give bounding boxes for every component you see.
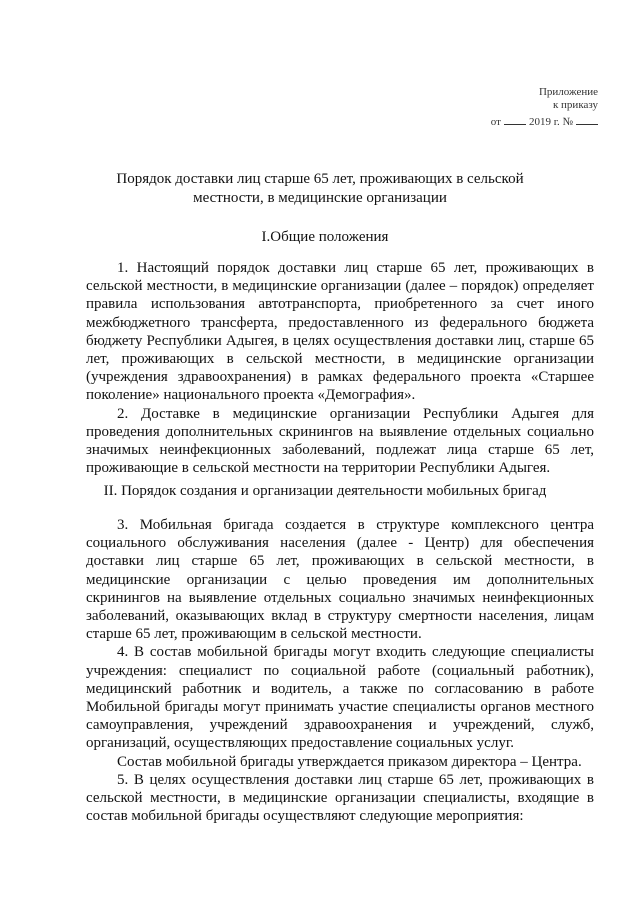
order-label: к приказу <box>552 99 598 111</box>
paragraph-4: 4. В состав мобильной бригады могут входить следующие специалисты учреждения: специалист по социальной работе (социальный работник), медицинский работник и водитель, а также по согласованию в работе Мобильной бригады могут принимать участие специалисты органов местного самоуправления, учреждений здравоохранения и учреждений, служб, организаций, осуществляющих предоставление социальных услуг. <box>86 644 594 752</box>
date-prefix: от <box>490 116 501 128</box>
paragraph-5: 5. В целях осуществления доставки лиц старше 65 лет, проживающих в сельской местности, в медицинские организации специалисты, входящие в состав мобильной бригады осуществляют следующие мероприятия: <box>86 771 594 825</box>
document-title: Порядок доставки лиц старше 65 лет, проживающих в сельской местности, в медицинские организации <box>116 171 524 206</box>
appendix-label: Приложение <box>538 86 598 98</box>
paragraph-3: 3. Мобильная бригада создается в структуре комплексного центра социального обслуживания населения (далее - Центр) для обеспечения доставки лиц старше 65 лет, проживающих в сельской местности, в медицинские организации с целью проведения им дополнительных скринингов на выявление отдельных социально значимых неинфекционных заболеваний, оказывающих вклад в структуру смертности населения, лицам старше 65 лет, проживающим в сельской местности. <box>86 517 594 643</box>
section-heading-general: I.Общие положения <box>261 229 389 245</box>
appendix-stamp <box>491 86 598 129</box>
order-date-line <box>491 112 598 129</box>
paragraph-2: 2. Доставке в медицинские организации Республики Адыгея для проведения дополнительных скринингов на выявление отдельных социально значимых неинфекционных заболеваний, подлежат лица старше 65 лет, проживающие в сельской местности на территории Республики Адыгея. <box>86 405 594 477</box>
date-value: 2019 г. № <box>528 116 573 128</box>
handwritten-date-scribble <box>504 112 526 125</box>
handwritten-number-scribble <box>576 112 598 125</box>
section-mobile-brigades-body <box>86 516 594 825</box>
paragraph-brigade-composition: Состав мобильной бригады утверждается приказом директора – Центра. <box>117 753 582 770</box>
section-heading-mobile-brigades: II. Порядок создания и организации деятельности мобильных бригад <box>103 483 547 499</box>
paragraph-1: 1. Настоящий порядок доставки лиц старше 65 лет, проживающих в сельской местности, в медицинские организации (далее – порядок) определяет правила использования автотранспорта, приобретенного за счет иного межбюджетного трансферта, предоставленного из федерального бюджета бюджету Республики Адыгея, в целях осуществления доставки лиц, старше 65 лет, проживающих в сельской местности, в медицинские организации (учреждения здравоохранения) в рамках федерального проекта «Старшее поколение» национального проекта «Демография». <box>86 260 594 404</box>
section-general-body <box>86 259 594 477</box>
